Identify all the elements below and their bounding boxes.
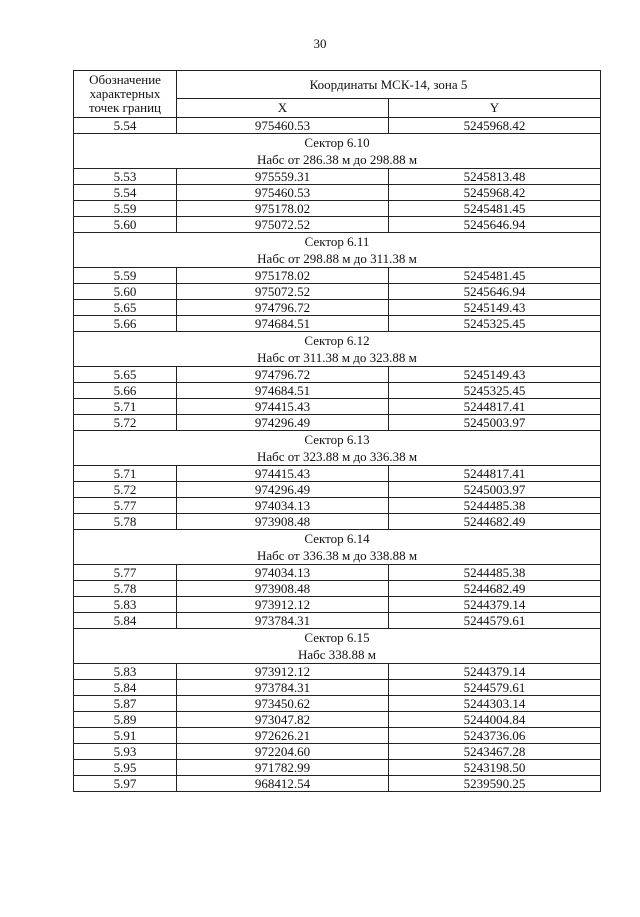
x-coordinate-cell: 973912.12 [177, 597, 389, 613]
y-coordinate-cell: 5244817.41 [389, 399, 601, 415]
point-cell: 5.54 [74, 118, 177, 134]
y-coordinate-cell: 5245481.45 [389, 268, 601, 284]
x-coordinate-cell: 973912.12 [177, 664, 389, 680]
y-coordinate-cell: 5244485.38 [389, 565, 601, 581]
y-coordinate-cell: 5245813.48 [389, 169, 601, 185]
table-row [74, 482, 601, 498]
table-row [74, 399, 601, 415]
x-coordinate-cell: 973908.48 [177, 514, 389, 530]
sector-title: Сектор 6.10 [304, 135, 370, 150]
table-row [74, 565, 601, 581]
y-coordinate-cell: 5244817.41 [389, 466, 601, 482]
sector-header [74, 134, 601, 169]
x-coordinate-cell: 974296.49 [177, 415, 389, 431]
table-row [74, 217, 601, 233]
point-cell: 5.77 [74, 498, 177, 514]
y-coordinate-cell: 5244379.14 [389, 597, 601, 613]
point-cell: 5.66 [74, 316, 177, 332]
point-cell: 5.53 [74, 169, 177, 185]
table-row [74, 728, 601, 744]
point-cell: 5.84 [74, 680, 177, 696]
point-cell: 5.78 [74, 514, 177, 530]
table-row [74, 466, 601, 482]
sector-header [74, 233, 601, 268]
point-cell: 5.97 [74, 776, 177, 792]
sector-header-row [74, 431, 601, 466]
x-coordinate-cell: 974034.13 [177, 565, 389, 581]
table-row [74, 712, 601, 728]
y-coordinate-cell: 5245968.42 [389, 118, 601, 134]
x-coordinate-cell: 968412.54 [177, 776, 389, 792]
y-coordinate-cell: 5243467.28 [389, 744, 601, 760]
point-cell: 5.54 [74, 185, 177, 201]
point-cell: 5.84 [74, 613, 177, 629]
y-coordinate-cell: 5244004.84 [389, 712, 601, 728]
y-coordinate-cell: 5245149.43 [389, 300, 601, 316]
sector-header [74, 530, 601, 565]
table-row [74, 664, 601, 680]
table-row [74, 185, 601, 201]
x-coordinate-cell: 974796.72 [177, 300, 389, 316]
table-row [74, 118, 601, 134]
point-cell: 5.60 [74, 284, 177, 300]
y-coordinate-cell: 5245003.97 [389, 415, 601, 431]
table-row [74, 415, 601, 431]
x-coordinate-cell: 973047.82 [177, 712, 389, 728]
point-cell: 5.71 [74, 399, 177, 415]
point-cell: 5.83 [74, 664, 177, 680]
table-row [74, 284, 601, 300]
point-column-header [74, 71, 177, 118]
point-cell: 5.65 [74, 300, 177, 316]
y-coordinate-cell: 5245325.45 [389, 383, 601, 399]
y-coordinate-cell: 5245646.94 [389, 217, 601, 233]
x-coordinate-cell: 973908.48 [177, 581, 389, 597]
sector-height-range: Набс от 286.38 м до 298.88 м [256, 152, 418, 167]
point-cell: 5.89 [74, 712, 177, 728]
x-coordinate-cell: 974415.43 [177, 466, 389, 482]
table-row [74, 316, 601, 332]
coordinates-table [73, 70, 601, 792]
point-header-line: характерных [89, 86, 161, 101]
point-cell: 5.66 [74, 383, 177, 399]
point-cell: 5.71 [74, 466, 177, 482]
y-coordinate-cell: 5245149.43 [389, 367, 601, 383]
point-cell: 5.83 [74, 597, 177, 613]
table-row [74, 680, 601, 696]
sector-header-row [74, 233, 601, 268]
sector-height-range: Набс от 336.38 м до 338.88 м [256, 548, 418, 563]
table-row [74, 597, 601, 613]
point-cell: 5.60 [74, 217, 177, 233]
point-cell: 5.72 [74, 482, 177, 498]
x-coordinate-cell: 974796.72 [177, 367, 389, 383]
y-coordinate-cell: 5244485.38 [389, 498, 601, 514]
x-coordinate-cell: 975072.52 [177, 217, 389, 233]
point-cell: 5.87 [74, 696, 177, 712]
x-coordinate-cell: 972626.21 [177, 728, 389, 744]
x-coordinate-cell: 975559.31 [177, 169, 389, 185]
x-coordinate-cell: 974296.49 [177, 482, 389, 498]
table-row [74, 367, 601, 383]
y-coordinate-cell: 5244379.14 [389, 664, 601, 680]
y-coordinate-cell: 5239590.25 [389, 776, 601, 792]
table-header [74, 71, 601, 118]
point-cell: 5.95 [74, 760, 177, 776]
table-row [74, 581, 601, 597]
x-coordinate-cell: 975460.53 [177, 185, 389, 201]
x-coordinate-cell: 974415.43 [177, 399, 389, 415]
x-coordinate-cell: 971782.99 [177, 760, 389, 776]
x-coordinate-cell: 975178.02 [177, 268, 389, 284]
table-row [74, 760, 601, 776]
sector-height-range: Набс от 311.38 м до 323.88 м [257, 350, 417, 365]
sector-header [74, 629, 601, 664]
sector-header-row [74, 134, 601, 169]
x-coordinate-cell: 973450.62 [177, 696, 389, 712]
table-row [74, 776, 601, 792]
sector-height-range: Набс 338.88 м [297, 647, 377, 662]
x-coordinate-cell: 975460.53 [177, 118, 389, 134]
y-coordinate-cell: 5245325.45 [389, 316, 601, 332]
x-coordinate-cell: 972204.60 [177, 744, 389, 760]
y-coordinate-cell: 5244303.14 [389, 696, 601, 712]
sector-title: Сектор 6.12 [304, 333, 370, 348]
table-row [74, 514, 601, 530]
table-row [74, 498, 601, 514]
x-column-header: X [177, 99, 389, 118]
table-row [74, 201, 601, 217]
y-coordinate-cell: 5245003.97 [389, 482, 601, 498]
coordinates-header: Координаты МСК-14, зона 5 [177, 71, 601, 99]
point-cell: 5.77 [74, 565, 177, 581]
sector-title: Сектор 6.13 [304, 432, 370, 447]
x-coordinate-cell: 975072.52 [177, 284, 389, 300]
sector-title: Сектор 6.11 [304, 234, 370, 249]
y-coordinate-cell: 5243736.06 [389, 728, 601, 744]
point-header-line: точек границ [88, 100, 162, 115]
sector-title: Сектор 6.15 [304, 630, 370, 645]
table-body [74, 118, 601, 792]
x-coordinate-cell: 973784.31 [177, 613, 389, 629]
x-coordinate-cell: 975178.02 [177, 201, 389, 217]
x-coordinate-cell: 973784.31 [177, 680, 389, 696]
y-coordinate-cell: 5245968.42 [389, 185, 601, 201]
point-cell: 5.91 [74, 728, 177, 744]
table-row [74, 613, 601, 629]
x-coordinate-cell: 974034.13 [177, 498, 389, 514]
page-number: 30 [313, 36, 327, 51]
y-coordinate-cell: 5244579.61 [389, 680, 601, 696]
y-column-header: Y [389, 99, 601, 118]
point-cell: 5.93 [74, 744, 177, 760]
sector-header [74, 431, 601, 466]
sector-height-range: Набс от 298.88 м до 311.38 м [257, 251, 417, 266]
y-coordinate-cell: 5244682.49 [389, 514, 601, 530]
y-coordinate-cell: 5244682.49 [389, 581, 601, 597]
point-cell: 5.65 [74, 367, 177, 383]
sector-header-row [74, 629, 601, 664]
point-cell: 5.59 [74, 201, 177, 217]
table-row [74, 383, 601, 399]
sector-height-range: Набс от 323.88 м до 336.38 м [256, 449, 418, 464]
point-header-line: Обозначение [89, 72, 161, 87]
point-cell: 5.72 [74, 415, 177, 431]
sector-title: Сектор 6.14 [304, 531, 370, 546]
y-coordinate-cell: 5244579.61 [389, 613, 601, 629]
sector-header-row [74, 332, 601, 367]
x-coordinate-cell: 974684.51 [177, 383, 389, 399]
sector-header-row [74, 530, 601, 565]
table-row [74, 268, 601, 284]
y-coordinate-cell: 5245481.45 [389, 201, 601, 217]
table-row [74, 744, 601, 760]
point-cell: 5.59 [74, 268, 177, 284]
table-row [74, 300, 601, 316]
table-row [74, 169, 601, 185]
y-coordinate-cell: 5243198.50 [389, 760, 601, 776]
y-coordinate-cell: 5245646.94 [389, 284, 601, 300]
sector-header [74, 332, 601, 367]
point-cell: 5.78 [74, 581, 177, 597]
table-row [74, 696, 601, 712]
x-coordinate-cell: 974684.51 [177, 316, 389, 332]
